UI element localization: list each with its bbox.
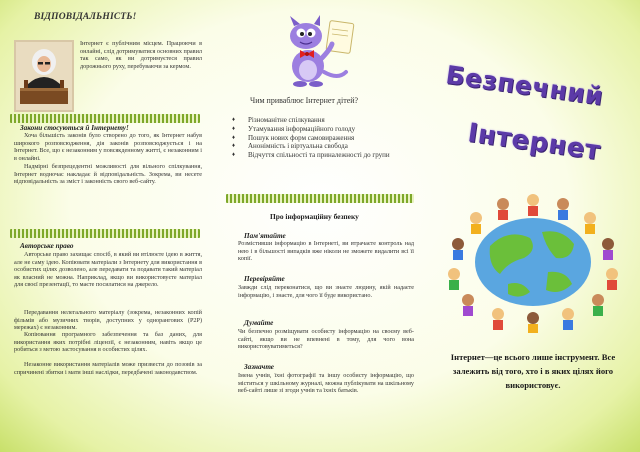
right-column xyxy=(424,0,640,452)
bullet-item xyxy=(232,134,418,143)
stripe-divider-3 xyxy=(226,194,414,203)
tip-remember-text: Розмістивши інформацію в Інтернеті, ви втрачаєте контроль над нею і в більшості випадків вже ніколи не зможете видалити всі її копії. xyxy=(238,240,414,263)
closing-statement: Інтернет—це всього лише інструмент. Все залежить від того, хто і в яких цілях його використовує. xyxy=(450,352,616,390)
bullet-text: Анонімність і віртуальна свобода xyxy=(248,142,348,151)
judge-illustration xyxy=(14,40,74,112)
bullet-item xyxy=(232,151,418,160)
title-word-internet: Інтернет xyxy=(465,118,603,167)
middle-column xyxy=(212,0,424,452)
bullet-text: Відчуття спільності та приналежності до групи xyxy=(248,151,390,160)
stripe-divider-2 xyxy=(10,229,200,238)
bullet-item xyxy=(232,116,418,125)
dragon-mascot-illustration xyxy=(274,14,366,88)
laws-heading: Закони стосуються й Інтернету! xyxy=(20,124,129,132)
bullet-text: Пошук нових форм самовираження xyxy=(248,133,355,142)
tip-remember-title: Пам'ятайте xyxy=(244,232,286,240)
copyright-paragraph-1: Авторське право захищає спосіб, в який ви втілюєте ідею в життя, але не саму ідею. Копіювати матеріали з Інтернету для використання в особистих цілях дозволено, але передавати та подавати такий матеріал як власний не можна. Наприклад, якщо ви використовуєте матеріал для своєї презентації, то маєте посилатися на джерело. xyxy=(14,251,202,289)
copyright-paragraph-3: Копіювання програмного забезпечення та баз даних, для використання яких потрібні ліцензії, є незаконним, навіть якщо це робиться з метою застосування в особистих цілях. xyxy=(14,331,202,354)
tip-note-title: Зазначте xyxy=(244,363,275,371)
laws-paragraph-2: Надмірні безпрецедентні можливості для вільного спілкування, Інтернет водночас накладає й відповідальність. Зокрема, ви несете відповідальність за зміст і законність свого веб-сайту. xyxy=(14,163,202,186)
copyright-paragraph-2: Передавання нелегального матеріалу (зокрема, незаконних копій фільмів або музичних творів, доступних у однорангових (P2P) мережах) є незаконним. xyxy=(14,309,202,332)
copyright-heading: Авторське право xyxy=(20,242,74,250)
diamond-bullet-icon: ♦ xyxy=(232,125,236,132)
bullet-text: Різноманітне спілкування xyxy=(248,116,325,124)
tip-check-text: Завжди слід переконатися, що ви знаєте людину, якій надаєте інформацію, і знаєте, для чого її буде використано. xyxy=(238,284,414,299)
diamond-bullet-icon: ♦ xyxy=(232,143,236,150)
laws-paragraph-1: Хоча більшість законів було створено до того, як Інтернет набув широкого розповсюдження, дія законів розповсюджується і на Інтернет. Все, що є незаконним у повсякденному житті, є незаконним і в онлайні. xyxy=(14,132,202,162)
attraction-heading: Чим приваблює Інтернет дітей? xyxy=(250,96,359,105)
bullet-item xyxy=(232,142,418,151)
tip-note-text: Імена учнів, їхні фотографії та іншу особисту інформацію, що міститься у шкільному журналі, можна публікувати на шкільному веб-сайті лише зі згоди учнів та їхніх батьків. xyxy=(238,372,414,395)
diamond-bullet-icon: ♦ xyxy=(232,152,236,159)
title-word-safe: Безпечний xyxy=(443,60,606,111)
diamond-bullet-icon: ♦ xyxy=(232,117,236,123)
copyright-paragraph-4: Незаконне використання матеріалів може призвести до позовів за спричинені збитки і мати інші наслідки, передбачені законодавством. xyxy=(14,361,202,376)
info-security-heading: Про інформаційну безпеку xyxy=(270,212,359,221)
diamond-bullet-icon: ♦ xyxy=(232,134,236,141)
responsibility-title: ВІДПОВІДАЛЬНІСТЬ! xyxy=(34,12,137,22)
left-column xyxy=(0,0,212,452)
bullet-item xyxy=(232,125,418,134)
attraction-bullet-list xyxy=(232,116,418,160)
bullet-text: Утамування інформаційного голоду xyxy=(248,124,356,133)
stripe-divider-1 xyxy=(10,114,200,123)
tip-think-title: Думайте xyxy=(244,319,274,327)
tip-check-title: Перевіряйте xyxy=(244,275,285,283)
tip-think-text: Чи безпечно розміщувати особисту інформацію на своєму веб-сайті, якщо ви не впевнені в тому, для чого вона використовуватиметься? xyxy=(238,328,414,351)
intro-text: Інтернет є публічним місцем. Працюючи в онлайні, слід дотримуватися основних правил так само, як ви дотримуєтеся правил дорожнього руху, перебуваючи за кермом. xyxy=(80,40,202,70)
globe-children-illustration xyxy=(438,188,628,334)
